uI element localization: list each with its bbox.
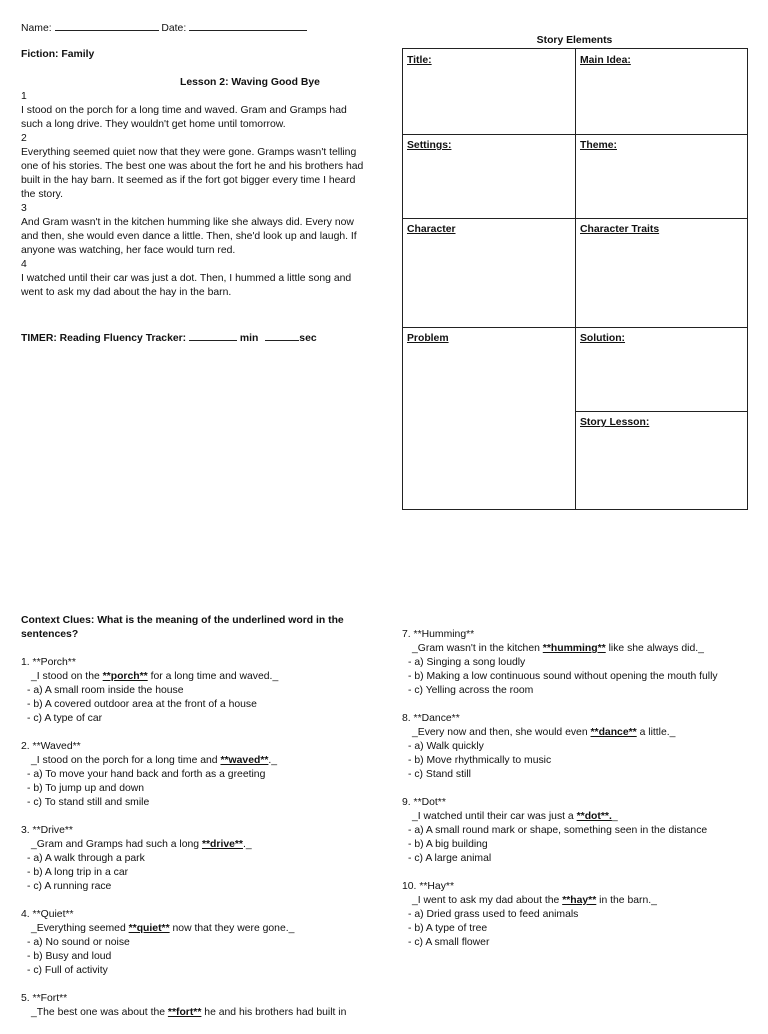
question-label: 10. **Hay** <box>402 881 454 892</box>
answer-option[interactable]: - a) Walk quickly <box>408 741 484 752</box>
answer-option[interactable]: - b) A covered outdoor area at the front of a house <box>27 699 257 710</box>
paragraph-number: 1 <box>21 91 27 102</box>
sentence-after: ._ <box>268 755 278 766</box>
underlined-word: **drive** <box>201 839 243 850</box>
cell-main-idea-label: Main Idea: <box>580 55 631 66</box>
answer-option[interactable]: - a) No sound or noise <box>27 937 130 948</box>
answer-option[interactable]: - a) Dried grass used to feed animals <box>408 909 579 920</box>
question-label: 9. **Dot** <box>402 797 446 808</box>
questions-left-column <box>21 656 381 1034</box>
answer-option[interactable]: - c) A type of car <box>27 713 103 724</box>
timer-label: TIMER: Reading Fluency Tracker: <box>21 333 187 344</box>
question-sentence <box>21 670 381 684</box>
answer-option[interactable]: - a) A small round mark or shape, something seen in the distance <box>408 825 708 836</box>
question-sentence <box>402 642 762 656</box>
sentence-before: _I stood on the porch for a long time and <box>31 755 221 766</box>
question-item <box>402 712 762 782</box>
question-label: 7. **Humming** <box>402 629 475 640</box>
underlined-word: **waved** <box>220 755 269 766</box>
question-label: 2. **Waved** <box>21 741 81 752</box>
cell-title[interactable] <box>403 49 575 134</box>
date-blank[interactable] <box>189 20 307 31</box>
name-blank[interactable] <box>55 20 159 31</box>
answer-option[interactable]: - c) Yelling across the room <box>408 685 534 696</box>
question-sentence <box>402 810 762 824</box>
question-label: 5. **Fort** <box>21 993 68 1004</box>
paragraph-number: 4 <box>21 259 27 270</box>
sentence-before: _Gram wasn't in the kitchen <box>412 643 543 654</box>
sentence-before: _Gram and Gramps had such a long <box>31 839 202 850</box>
paragraph-text: And Gram wasn't in the kitchen humming like she always did. Every now and then, she would even dance a little. Then, she'd look up and laugh. If anyone was watching, her face would turn red. <box>21 217 357 256</box>
story-elements-table <box>402 48 748 510</box>
timer-sec-label: sec <box>299 333 317 344</box>
seconds-blank[interactable] <box>265 330 299 341</box>
underlined-word: **quiet** <box>128 923 170 934</box>
context-clues-heading: Context Clues: What is the meaning of the underlined word in the sentences? <box>21 615 344 640</box>
cell-main-idea[interactable] <box>576 49 747 134</box>
cell-character-label: Character <box>407 224 456 235</box>
question-sentence <box>402 726 762 740</box>
questions-right-column <box>402 628 762 964</box>
question-sentence <box>402 894 762 908</box>
answer-option[interactable]: - b) To jump up and down <box>27 783 145 794</box>
sentence-before: _The best one was about the <box>31 1007 168 1018</box>
question-item <box>402 796 762 866</box>
cell-character-traits[interactable] <box>576 218 747 327</box>
name-date-line <box>21 20 307 36</box>
cell-theme[interactable] <box>576 134 747 218</box>
question-label: 8. **Dance** <box>402 713 460 724</box>
question-label: 1. **Porch** <box>21 657 76 668</box>
underlined-word: **dance** <box>590 727 637 738</box>
underlined-word: **hay** <box>562 895 597 906</box>
answer-option[interactable]: - b) A big building <box>408 839 488 850</box>
sentence-before: _I watched until their car was just a <box>412 811 577 822</box>
lesson-title: Lesson 2: Waving Good Bye <box>180 77 320 88</box>
answer-option[interactable]: - b) Move rhythmically to music <box>408 755 552 766</box>
sentence-after: like she always did._ <box>605 643 704 654</box>
date-label: Date: <box>161 23 187 34</box>
sentence-after: _ <box>611 811 618 822</box>
question-label: 3. **Drive** <box>21 825 73 836</box>
question-item <box>21 992 381 1020</box>
cell-settings[interactable] <box>403 134 575 218</box>
cell-character[interactable] <box>403 218 575 327</box>
timer-min-label: min <box>239 333 259 344</box>
answer-option[interactable]: - c) To stand still and smile <box>27 797 150 808</box>
paragraph-number: 2 <box>21 133 27 144</box>
sentence-before: _I stood on the <box>31 671 103 682</box>
question-sentence <box>21 1006 381 1020</box>
question-label: 4. **Quiet** <box>21 909 74 920</box>
sentence-before: _I went to ask my dad about the <box>412 895 563 906</box>
cell-title-label: Title: <box>407 55 432 66</box>
answer-option[interactable]: - b) A long trip in a car <box>27 867 129 878</box>
answer-option[interactable]: - c) Full of activity <box>27 965 108 976</box>
sentence-before: _Every now and then, she would even <box>412 727 591 738</box>
sentence-after: ._ <box>242 839 252 850</box>
sentence-after: for a long time and waved._ <box>147 671 279 682</box>
question-item <box>402 880 762 950</box>
cell-solution-label: Solution: <box>580 333 626 344</box>
minutes-blank[interactable] <box>189 330 237 341</box>
paragraph-text: I watched until their car was just a dot. Then, I hummed a little song and went to ask my dad about the hay in the barn. <box>21 273 352 298</box>
fluency-timer <box>21 330 317 346</box>
underlined-word: **porch** <box>102 671 148 682</box>
sentence-after: a little._ <box>636 727 676 738</box>
sentence-before: _Everything seemed <box>31 923 129 934</box>
answer-option[interactable]: - b) Making a low continuous sound without opening the mouth fully <box>408 671 718 682</box>
paragraph-number: 3 <box>21 203 27 214</box>
unit-title: Fiction: Family <box>21 49 95 60</box>
question-item <box>21 908 381 978</box>
question-item <box>21 824 381 894</box>
underlined-word: **humming** <box>542 643 606 654</box>
question-item <box>21 656 381 726</box>
name-label: Name: <box>21 23 52 34</box>
paragraph-text: I stood on the porch for a long time and waved. Gram and Gramps had such a long drive. They wouldn't get home until tomorrow. <box>21 105 347 130</box>
reading-passage <box>21 90 371 300</box>
underlined-word: **dot**. <box>576 811 612 822</box>
answer-option[interactable]: - c) A small flower <box>408 937 490 948</box>
cell-theme-label: Theme: <box>580 140 617 151</box>
question-sentence <box>21 838 381 852</box>
answer-option[interactable]: - a) To move your hand back and forth as a greeting <box>27 769 266 780</box>
cell-story-lesson[interactable] <box>576 411 747 509</box>
answer-option[interactable]: - a) Singing a song loudly <box>408 657 526 668</box>
answer-option[interactable]: - c) A running race <box>27 881 112 892</box>
question-sentence <box>21 754 381 768</box>
question-item <box>21 740 381 810</box>
cell-problem-label: Problem <box>407 333 449 344</box>
cell-problem[interactable] <box>403 327 575 509</box>
answer-option[interactable]: - b) A type of tree <box>408 923 488 934</box>
sentence-after: he and his brothers had built in <box>201 1007 347 1018</box>
answer-option[interactable]: - b) Busy and loud <box>27 951 112 962</box>
cell-solution[interactable] <box>576 327 747 411</box>
answer-option[interactable]: - a) A walk through a park <box>27 853 145 864</box>
story-elements-heading: Story Elements <box>536 35 613 46</box>
answer-option[interactable]: - a) A small room inside the house <box>27 685 184 696</box>
sentence-after: in the barn._ <box>596 895 657 906</box>
answer-option[interactable]: - c) Stand still <box>408 769 471 780</box>
question-sentence <box>21 922 381 936</box>
paragraph-text: Everything seemed quiet now that they were gone. Gramps wasn't telling one of his stories. The best one was about the fort he and his brothers had built in the hay barn. It seemed as if the fort got bigger every time I heard the story. <box>21 147 364 200</box>
question-item <box>402 628 762 698</box>
cell-settings-label: Settings: <box>407 140 452 151</box>
answer-option[interactable]: - c) A large animal <box>408 853 492 864</box>
underlined-word: **fort** <box>167 1007 202 1018</box>
cell-character-traits-label: Character Traits <box>580 224 660 235</box>
sentence-after: now that they were gone._ <box>169 923 295 934</box>
cell-story-lesson-label: Story Lesson: <box>580 417 650 428</box>
